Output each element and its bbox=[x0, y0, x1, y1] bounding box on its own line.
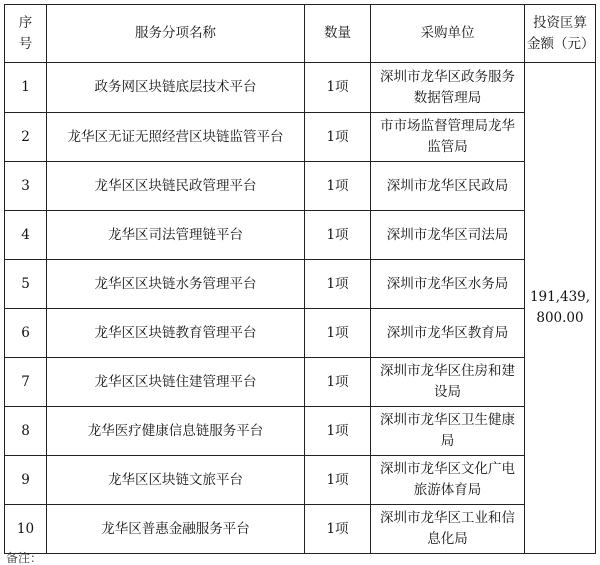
row-seq: 9 bbox=[5, 456, 47, 505]
row-seq: 6 bbox=[5, 309, 47, 358]
row-quantity: 1项 bbox=[305, 505, 371, 554]
footer-note: 备注： bbox=[6, 551, 43, 565]
row-seq: 2 bbox=[5, 113, 47, 162]
row-quantity: 1项 bbox=[305, 211, 371, 260]
row-seq: 10 bbox=[5, 505, 47, 554]
header-budget: 投资匡算金额（元） bbox=[525, 5, 596, 63]
row-purchasing-unit: 深圳市龙华区教育局 bbox=[371, 309, 525, 358]
row-seq: 4 bbox=[5, 211, 47, 260]
row-service-name: 政务网区块链底层技术平台 bbox=[47, 63, 305, 113]
row-quantity: 1项 bbox=[305, 113, 371, 162]
row-seq: 5 bbox=[5, 260, 47, 309]
row-service-name: 龙华区区块链水务管理平台 bbox=[47, 260, 305, 309]
table-row bbox=[5, 309, 596, 358]
table-row bbox=[5, 63, 596, 113]
row-purchasing-unit: 深圳市龙华区卫生健康局 bbox=[371, 407, 525, 456]
table-row bbox=[5, 505, 596, 554]
header-row bbox=[5, 5, 596, 63]
row-service-name: 龙华区区块链住建管理平台 bbox=[47, 358, 305, 407]
row-service-name: 龙华区区块链文旅平台 bbox=[47, 456, 305, 505]
row-seq: 3 bbox=[5, 162, 47, 211]
row-purchasing-unit: 深圳市龙华区水务局 bbox=[371, 260, 525, 309]
row-seq: 1 bbox=[5, 63, 47, 113]
header-purchasing-unit: 采购单位 bbox=[371, 5, 525, 63]
row-service-name: 龙华区无证无照经营区块链监管平台 bbox=[47, 113, 305, 162]
table-row bbox=[5, 456, 596, 505]
row-quantity: 1项 bbox=[305, 358, 371, 407]
row-quantity: 1项 bbox=[305, 260, 371, 309]
row-purchasing-unit: 深圳市龙华区文化广电旅游体育局 bbox=[371, 456, 525, 505]
procurement-table bbox=[4, 4, 596, 554]
row-purchasing-unit: 深圳市龙华区民政局 bbox=[371, 162, 525, 211]
row-service-name: 龙华区区块链民政管理平台 bbox=[47, 162, 305, 211]
row-purchasing-unit: 深圳市龙华区工业和信息化局 bbox=[371, 505, 525, 554]
row-quantity: 1项 bbox=[305, 407, 371, 456]
row-purchasing-unit: 深圳市龙华区司法局 bbox=[371, 211, 525, 260]
row-purchasing-unit: 深圳市龙华区住房和建设局 bbox=[371, 358, 525, 407]
row-quantity: 1项 bbox=[305, 63, 371, 113]
header-quantity: 数量 bbox=[305, 5, 371, 63]
row-seq: 8 bbox=[5, 407, 47, 456]
header-seq: 序号 bbox=[5, 5, 47, 63]
row-service-name: 龙华医疗健康信息链服务平台 bbox=[47, 407, 305, 456]
table-row bbox=[5, 260, 596, 309]
row-service-name: 龙华区区块链教育管理平台 bbox=[47, 309, 305, 358]
budget-total-cell: 191,439,800.00 bbox=[525, 63, 596, 554]
row-purchasing-unit: 深圳市龙华区政务服务数据管理局 bbox=[371, 63, 525, 113]
row-quantity: 1项 bbox=[305, 309, 371, 358]
row-service-name: 龙华区司法管理链平台 bbox=[47, 211, 305, 260]
row-purchasing-unit: 市市场监督管理局龙华监管局 bbox=[371, 113, 525, 162]
table-row bbox=[5, 113, 596, 162]
table-row bbox=[5, 358, 596, 407]
table-row bbox=[5, 162, 596, 211]
row-service-name: 龙华区普惠金融服务平台 bbox=[47, 505, 305, 554]
table-row bbox=[5, 211, 596, 260]
row-quantity: 1项 bbox=[305, 162, 371, 211]
row-seq: 7 bbox=[5, 358, 47, 407]
row-quantity: 1项 bbox=[305, 456, 371, 505]
table-row bbox=[5, 407, 596, 456]
header-service-name: 服务分项名称 bbox=[47, 5, 305, 63]
